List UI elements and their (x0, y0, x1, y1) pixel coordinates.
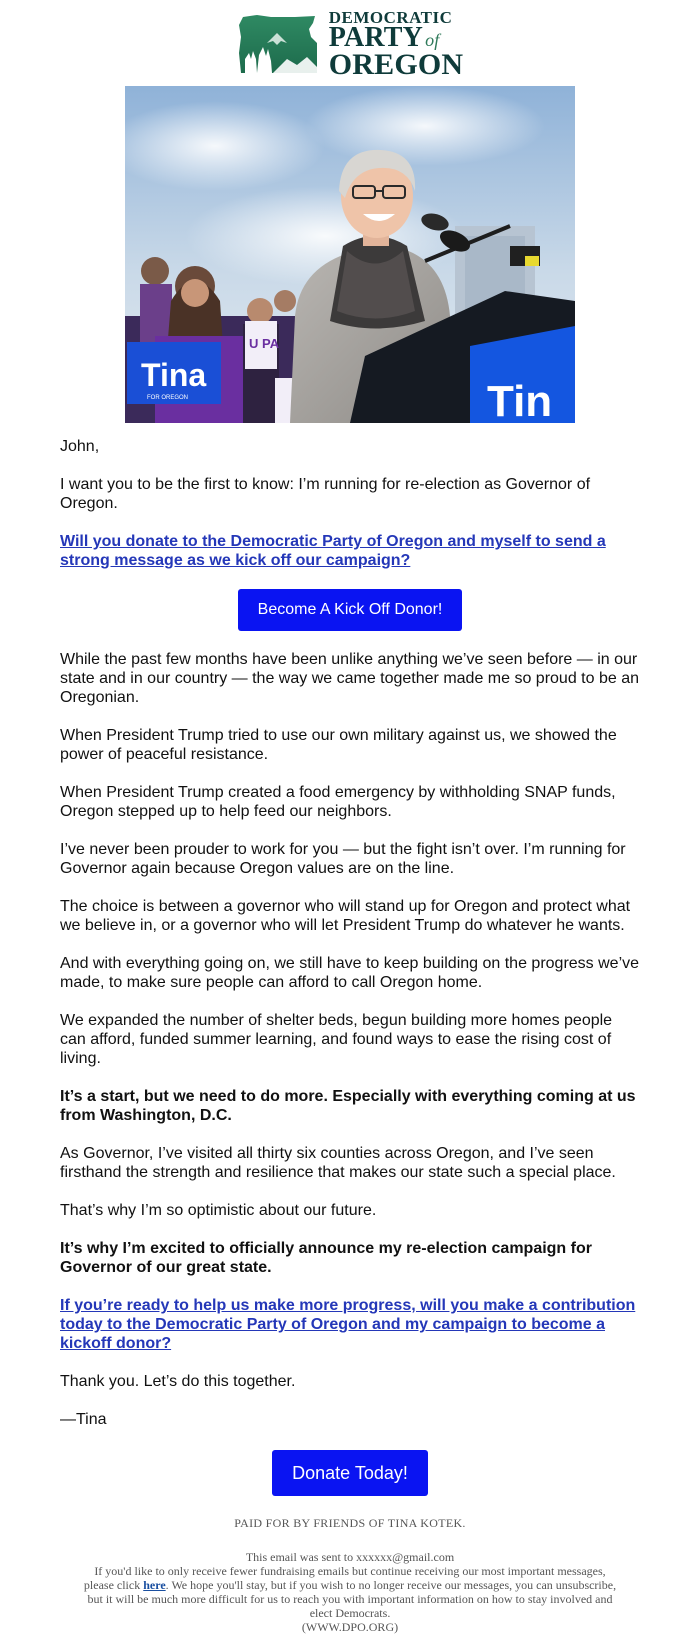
website-link[interactable]: (WWW.DPO.ORG) (301, 1620, 399, 1634)
unsubscribe-notice (80, 1564, 620, 1620)
paragraph-thank-you: Thank you. Let’s do this together. (60, 1373, 296, 1390)
fewer-emails-link[interactable]: here (143, 1578, 166, 1592)
paragraph-running-again: I’ve never been prouder to work for you — but the fight isn’t over. I’m running for Governor again because Oregon values are on the line. (60, 841, 626, 877)
paragraph-military: When President Trump tried to use our own military against us, we showed the power of peaceful resistance. (60, 727, 617, 763)
kickoff-donor-button[interactable]: Become A Kick Off Donor! (238, 589, 462, 631)
logo-of-text: of (425, 30, 440, 51)
dpo-logo[interactable] (237, 7, 464, 81)
sent-to-notice: This email was sent to xxxxxx@gmail.com (245, 1550, 455, 1564)
sign-tina-subtext: FOR OREGON (147, 395, 189, 401)
paragraph-accomplishments: We expanded the number of shelter beds, begun building more homes people can afford, funded summer learning, and found ways to ease the rising cost of living. (60, 1012, 613, 1067)
unsubscribe-text-before: If you'd like to only receive fewer fundraising emails but continue receiving our most important messages, please click (83, 1564, 606, 1592)
paragraph-announce-campaign: It’s why I’m excited to officially announce my re-election campaign for Governor of our great state. (60, 1240, 592, 1276)
hero-photo (125, 86, 575, 423)
unsubscribe-text-after: . We hope you'll stay, but if you wish to no longer receive our messages, you can unsubscribe, but it will be much more difficult for us to reach you with important information on how to stay involved and elect Democrats. (87, 1578, 617, 1620)
email-content (0, 437, 700, 1496)
paragraph-choice: The choice is between a governor who will stand up for Oregon and protect what we believe in, or a governor who will let President Trump do whatever he wants. (60, 898, 631, 934)
donate-link-bottom[interactable]: If you’re ready to help us make more progress, will you make a contribution today to the Democratic Party of Oregon and my campaign to become a kickoff donor? (60, 1297, 636, 1352)
paragraph-past-months: While the past few months have been unlike anything we’ve seen before — in our state and in our country — the way we came together made me so proud to be an Oregonian. (60, 651, 639, 706)
paragraph-do-more: It’s a start, but we need to do more. Especially with everything coming at us from Washington, D.C. (60, 1088, 636, 1124)
podium-sign-text: Tin (487, 377, 553, 423)
logo-line-oregon: OREGON (328, 47, 464, 81)
donate-link-top[interactable]: Will you donate to the Democratic Party of Oregon and myself to send a strong message as we kick off our campaign? (60, 533, 606, 569)
paragraph-announcement: I want you to be the first to know: I’m running for re-election as Governor of Oregon. (60, 476, 591, 512)
paid-for-disclaimer: PAID FOR BY FRIENDS OF TINA KOTEK. (234, 1516, 466, 1530)
sign-union-text: U PA (249, 336, 280, 351)
logo-wordmark (328, 7, 464, 81)
logo-party-text: PARTY (328, 22, 424, 54)
paragraph-progress: And with everything going on, we still have to keep building on the progress we’ve made, to make sure people can afford to call Oregon home. (60, 955, 640, 991)
header (0, 0, 700, 86)
paragraph-optimistic: That’s why I’m so optimistic about our future. (60, 1202, 377, 1219)
footer (0, 1516, 700, 1634)
signoff: —Tina (60, 1411, 107, 1428)
oregon-map-icon (237, 13, 321, 75)
donate-today-button[interactable]: Donate Today! (272, 1450, 428, 1496)
greeting: John, (60, 438, 100, 455)
logo-line-democratic: DEMOCRATIC (328, 7, 453, 27)
sign-tina-text: Tina (141, 357, 207, 393)
paragraph-counties: As Governor, I’ve visited all thirty six counties across Oregon, and I’ve seen firsthand the strength and resilience that makes our state such a special place. (60, 1145, 616, 1181)
paragraph-snap: When President Trump created a food emergency by withholding SNAP funds, Oregon stepped up to help feed our neighbors. (60, 784, 616, 820)
